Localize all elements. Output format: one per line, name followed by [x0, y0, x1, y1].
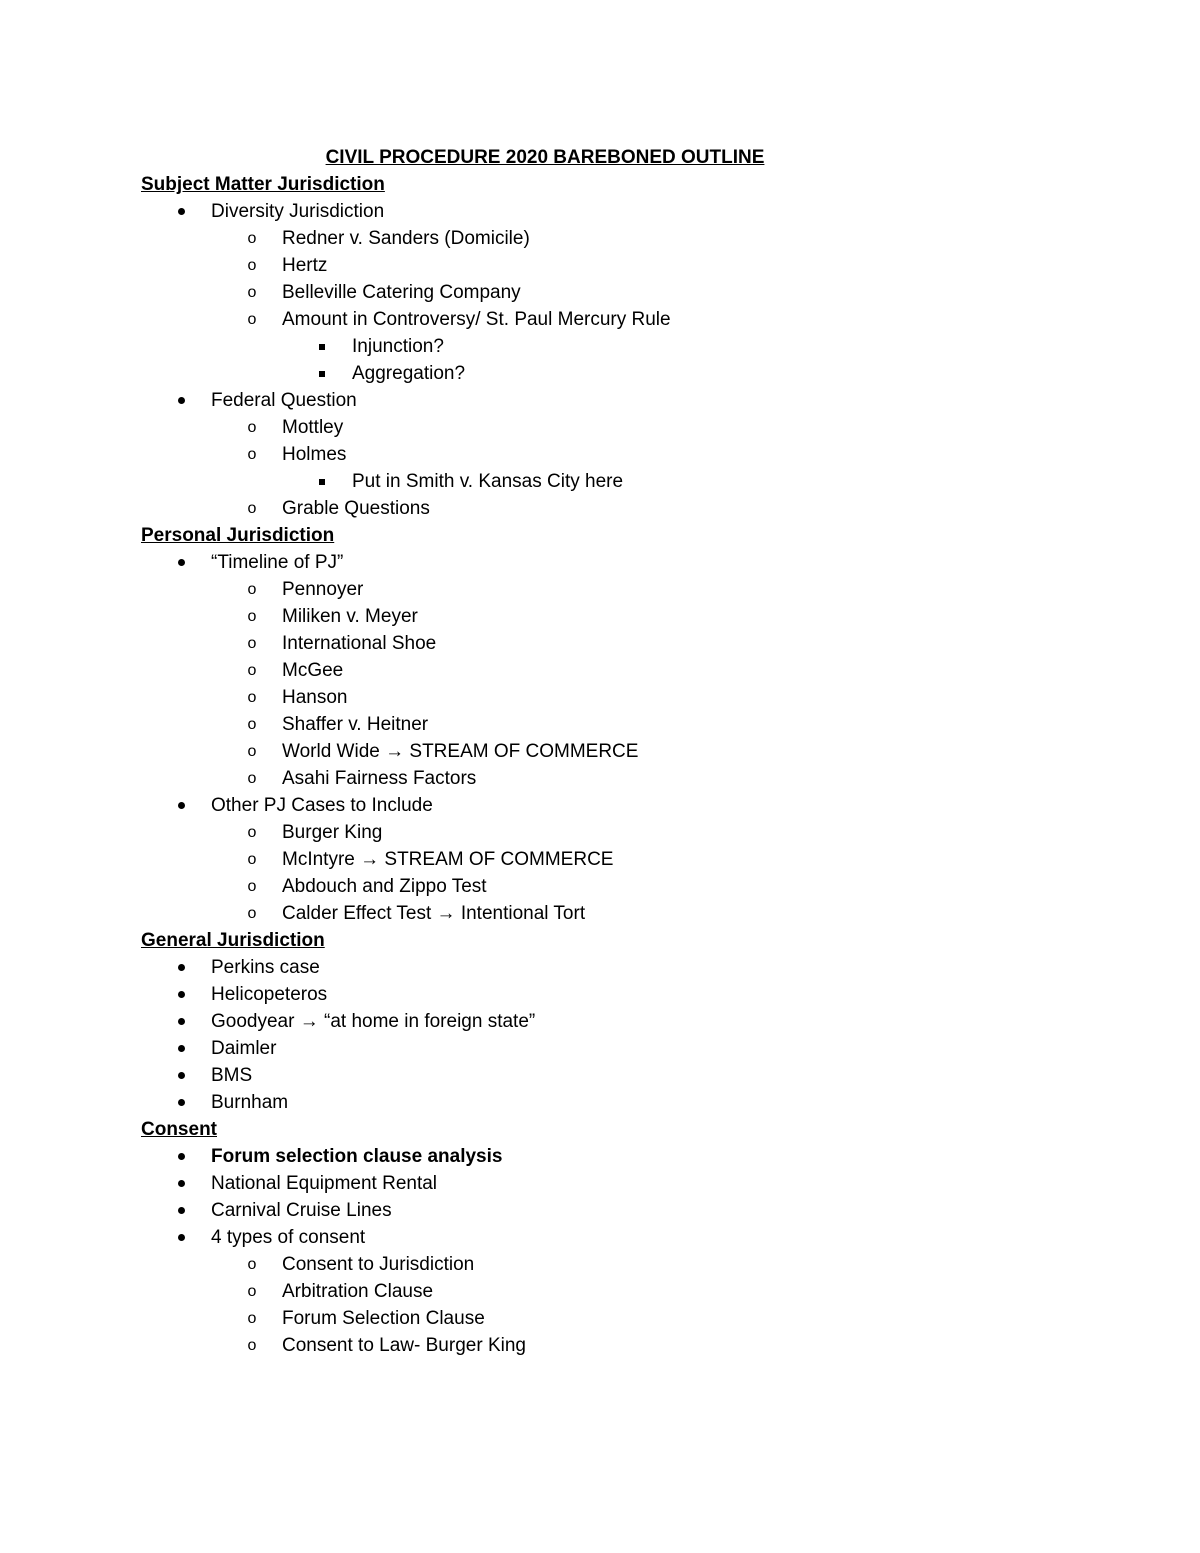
outline-item-level-1 [141, 1143, 1091, 1170]
outline-item-text: Injunction? [352, 336, 444, 357]
outline-item-text: Holmes [282, 444, 347, 465]
outline-item-text: Belleville Catering Company [282, 282, 521, 303]
circle-bullet-icon: o [247, 257, 257, 274]
outline-item-level-1 [141, 981, 1091, 1008]
bullet-icon [171, 1089, 191, 1116]
outline-item-level-2 [141, 1251, 1091, 1278]
outline-item-text: Goodyear → “at home in foreign state” [211, 1011, 536, 1032]
outline-item-text: Perkins case [211, 957, 320, 978]
outline-item-level-2 [141, 279, 1091, 306]
circle-bullet-icon: o [247, 824, 257, 841]
bullet-icon [171, 198, 191, 225]
outline-item-text: Consent to Law- Burger King [282, 1335, 526, 1356]
outline-item-text: Daimler [211, 1038, 277, 1059]
outline-item-level-2 [141, 603, 1091, 630]
circle-bullet-icon: o [247, 608, 257, 625]
circle-bullet-icon: o [247, 284, 257, 301]
circle-bullet-icon: o [247, 851, 257, 868]
outline-item-text: “Timeline of PJ” [211, 552, 344, 573]
bullet-icon [171, 1197, 191, 1224]
outline-item-text: Arbitration Clause [282, 1281, 434, 1302]
outline-item-level-1 [141, 198, 1091, 225]
outline-item-text: National Equipment Rental [211, 1173, 438, 1194]
document-body [141, 144, 1091, 1359]
outline-item-text: Shaffer v. Heitner [282, 714, 429, 735]
outline-item-text: 4 types of consent [211, 1227, 366, 1248]
bullet-icon [171, 387, 191, 414]
outline-item-level-3 [141, 468, 1091, 495]
bullet-icon [171, 1143, 191, 1170]
circle-bullet-icon: o [247, 878, 257, 895]
section-heading: Subject Matter Jurisdiction [141, 174, 385, 195]
outline-item-text: Grable Questions [282, 498, 430, 519]
circle-bullet-icon: o [247, 689, 257, 706]
outline-item-level-2 [141, 495, 1091, 522]
outline-item-level-3 [141, 360, 1091, 387]
square-bullet-icon [312, 360, 332, 387]
outline-item-level-2 [141, 1332, 1091, 1359]
outline-item-level-2 [141, 846, 1091, 873]
outline-item-text: Forum Selection Clause [282, 1308, 485, 1329]
outline-item-text: Hanson [282, 687, 348, 708]
outline-item-text: Calder Effect Test → Intentional Tort [282, 903, 586, 924]
outline-item-level-2 [141, 441, 1091, 468]
outline-item-text: International Shoe [282, 633, 437, 654]
outline-item-level-2 [141, 657, 1091, 684]
outline [141, 171, 1091, 1359]
outline-item-level-2 [141, 765, 1091, 792]
outline-item-level-2 [141, 576, 1091, 603]
outline-item-level-1 [141, 1224, 1091, 1251]
outline-item-text: Other PJ Cases to Include [211, 795, 433, 816]
outline-item-text: Consent to Jurisdiction [282, 1254, 475, 1275]
outline-item-level-2 [141, 1278, 1091, 1305]
circle-bullet-icon: o [247, 230, 257, 247]
outline-item-text: BMS [211, 1065, 253, 1086]
outline-item-text: McGee [282, 660, 344, 681]
outline-item-text: Forum selection clause analysis [211, 1146, 503, 1167]
outline-item-level-2 [141, 819, 1091, 846]
circle-bullet-icon: o [247, 905, 257, 922]
circle-bullet-icon: o [247, 635, 257, 652]
bullet-icon [171, 954, 191, 981]
circle-bullet-icon: o [247, 1283, 257, 1300]
outline-item-level-2 [141, 252, 1091, 279]
bullet-icon [171, 1170, 191, 1197]
outline-item-level-2 [141, 630, 1091, 657]
outline-item-text: Diversity Jurisdiction [211, 201, 385, 222]
outline-item-text: Put in Smith v. Kansas City here [352, 471, 624, 492]
outline-item-level-1 [141, 1089, 1091, 1116]
outline-item-text: Asahi Fairness Factors [282, 768, 477, 789]
circle-bullet-icon: o [247, 716, 257, 733]
outline-item-text: Redner v. Sanders (Domicile) [282, 228, 530, 249]
section-heading: General Jurisdiction [141, 930, 325, 951]
outline-item-text: World Wide → STREAM OF COMMERCE [282, 741, 639, 762]
section-heading: Consent [141, 1119, 217, 1140]
outline-item-text: Mottley [282, 417, 344, 438]
outline-item-level-2 [141, 900, 1091, 927]
outline-item-level-3 [141, 333, 1091, 360]
outline-item-level-2 [141, 414, 1091, 441]
outline-item-level-1 [141, 1197, 1091, 1224]
bullet-icon [171, 1008, 191, 1035]
circle-bullet-icon: o [247, 1256, 257, 1273]
outline-item-level-2 [141, 225, 1091, 252]
outline-item-text: Carnival Cruise Lines [211, 1200, 392, 1221]
outline-item-level-2 [141, 1305, 1091, 1332]
outline-item-text: Pennoyer [282, 579, 364, 600]
circle-bullet-icon: o [247, 1337, 257, 1354]
circle-bullet-icon: o [247, 419, 257, 436]
circle-bullet-icon: o [247, 662, 257, 679]
outline-item-text: Burnham [211, 1092, 289, 1113]
document-title: CIVIL PROCEDURE 2020 BAREBONED OUTLINE [325, 147, 765, 168]
circle-bullet-icon: o [247, 446, 257, 463]
outline-item-text: Helicopeteros [211, 984, 328, 1005]
bullet-icon [171, 549, 191, 576]
outline-item-level-1 [141, 549, 1091, 576]
outline-item-level-1 [141, 1170, 1091, 1197]
circle-bullet-icon: o [247, 500, 257, 517]
circle-bullet-icon: o [247, 1310, 257, 1327]
bullet-icon [171, 1062, 191, 1089]
outline-item-text: Miliken v. Meyer [282, 606, 418, 627]
outline-item-text: Aggregation? [352, 363, 466, 384]
bullet-icon [171, 1035, 191, 1062]
outline-item-text: Abdouch and Zippo Test [282, 876, 487, 897]
outline-item-text: Hertz [282, 255, 328, 276]
outline-item-level-1 [141, 1062, 1091, 1089]
bullet-icon [171, 792, 191, 819]
outline-item-text: Amount in Controversy/ St. Paul Mercury Rule [282, 309, 671, 330]
bullet-icon [171, 981, 191, 1008]
bullet-icon [171, 1224, 191, 1251]
outline-item-level-2 [141, 873, 1091, 900]
outline-item-text: Burger King [282, 822, 383, 843]
circle-bullet-icon: o [247, 743, 257, 760]
outline-item-text: McIntyre → STREAM OF COMMERCE [282, 849, 614, 870]
outline-item-level-1 [141, 792, 1091, 819]
outline-item-level-2 [141, 711, 1091, 738]
outline-item-level-1 [141, 1035, 1091, 1062]
square-bullet-icon [312, 468, 332, 495]
outline-item-level-1 [141, 1008, 1091, 1035]
outline-item-level-2 [141, 738, 1091, 765]
circle-bullet-icon: o [247, 581, 257, 598]
outline-item-level-2 [141, 684, 1091, 711]
circle-bullet-icon: o [247, 311, 257, 328]
square-bullet-icon [312, 333, 332, 360]
outline-item-level-1 [141, 954, 1091, 981]
section-heading: Personal Jurisdiction [141, 525, 335, 546]
outline-item-level-2 [141, 306, 1091, 333]
circle-bullet-icon: o [247, 770, 257, 787]
outline-item-level-1 [141, 387, 1091, 414]
outline-item-text: Federal Question [211, 390, 357, 411]
